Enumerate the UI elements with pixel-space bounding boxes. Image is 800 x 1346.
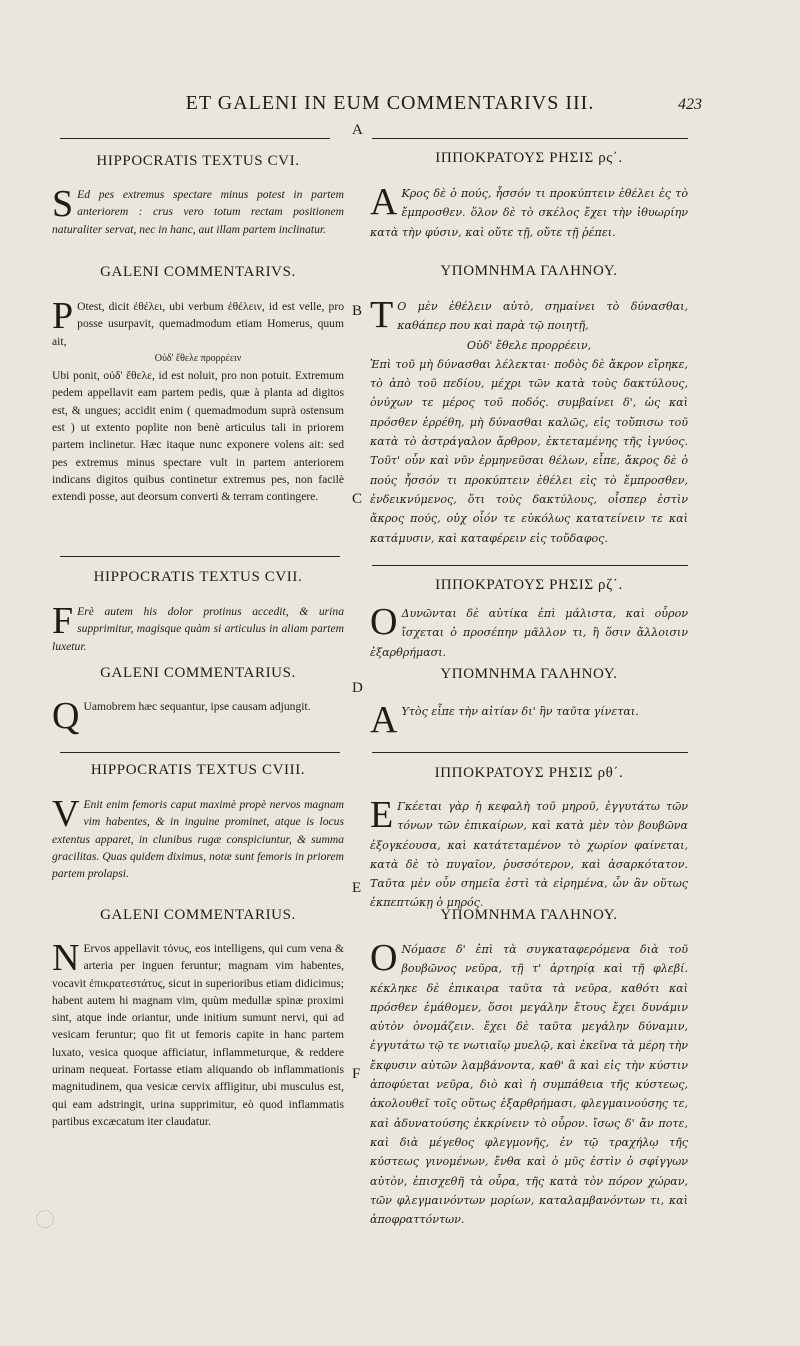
section-rule [60,752,340,753]
section-heading: ΥΠΟΜΝΗΜΑ ΓΑΛΗΝΟΥ. [440,263,618,279]
homer-quote: Οὐδ' ἔθελε προρρέειν, [466,338,592,352]
top-rule-right [372,138,688,139]
drop-cap: Ε [370,794,394,836]
homer-quote: Οὐδ' ἔθελε προρρέειν [154,352,242,364]
margin-letter-d: D [352,680,363,696]
running-head: ET GALENI IN EUM COMMENTARIVS III. [185,92,595,114]
section-heading: ΙΠΠΟΚΡΑΤΟΥΣ ΡΗΣΙΣ ρθ΄. [434,765,624,781]
galen-commentary-latin: P Otest, dicit ἐθέλει, ubi verbum ἐθέλειν, id est velle, pro posse usurpavit, quemadmodum etiam Homerus, quum ait, Οὐδ' ἔθελε προρρέειν Ubi ponit, οὐδ' ἔθελε, id est noluit, pro non potuit. Extremum pedem appellavit eam partem pedis, quæ à planta ad digitos est, & ungues; accidit enim ( quemadmodum suprà ostensum est ) ut extento poplite non benè articulus tali in priorem partem inclinetur. Hæc itaque nunc exponere volens ait: sed pes extremus minus spectare vult in partem anteriorem indicans digitos quibus continetur extremus pes, non facilè extendi posse, aut deorsum converti & terram contingere. [52,295,344,504]
ink-mark-icon [33,1207,58,1232]
drop-cap: F [52,600,74,642]
section-heading: ΥΠΟΜΝΗΜΑ ΓΑΛΗΝΟΥ. [440,907,618,923]
section-rule [372,565,688,566]
hippocrates-text-latin: S Ed pes extremus spectare minus potest in partem anteriorem : crus vero totum rectam positionem naturaliter servat, nec in hanc, aut illam partem inclinatur. [52,183,344,236]
section-rule [60,556,340,557]
section-heading: GALENI COMMENTARIVS. [100,264,296,280]
hippocrates-text-latin: V Enit enim femoris caput maximè propè nervos magnam vim habentes, & in inguine prominet, atque is locus extentus apparet, in clunibus rugæ conspiciuntur, & summa gracilitas. Quas quidem diximus, notæ sunt femoris in priorem partem prolapsi. [52,793,344,881]
section-rule [372,752,688,753]
section-heading: HIPPOCRATIS TEXTUS CVIII. [90,762,306,778]
drop-cap: P [52,295,74,337]
top-rule-left [60,138,330,139]
section-heading: HIPPOCRATIS TEXTUS CVI. [96,153,300,169]
margin-letter-a: A [352,122,363,138]
section-heading: GALENI COMMENTARIUS. [100,907,296,923]
hippocrates-text-greek: Ο Δυνῶνται δὲ αὐτίκα ἐπὶ μάλιστα, καὶ οὖρον ἴσχεται ὁ προσέπην μᾶλλον τι, ἢ ὅσιν ἄλλοισιν ἐξαρθρήμασι. [370,601,688,659]
margin-letter-b: B [352,303,363,319]
margin-letter-e: E [352,880,362,896]
section-heading: GALENI COMMENTARIUS. [100,665,296,681]
drop-cap: S [52,183,74,225]
drop-cap: V [52,793,80,835]
section-heading: ΥΠΟΜΝΗΜΑ ΓΑΛΗΝΟΥ. [440,666,618,682]
section-heading: ΙΠΠΟΚΡΑΤΟΥΣ ΡΗΣΙΣ ρς΄. [435,150,623,166]
galen-commentary-greek: Α Υτὸς εἶπε τὴν αἰτίαν δι' ἣν ταῦτα γίνεται. [370,699,639,741]
drop-cap: Α [370,699,398,741]
galen-commentary-greek: Τ Ο μὲν ἐθέλειν αὐτὸ, σημαίνει τὸ δύνασθαι, καθάπερ που καὶ παρὰ τῷ ποιητῇ, Οὐδ' ἔθελε προρρέειν, Ἐπὶ τοῦ μὴ δύνασθαι λέλεκται· ποδὸς δὲ ἄκρον εἴρηκε, τὸ ἀπὸ τοῦ πεδίου, μέχρι τῶν κατὰ τοὺς δακτύλους, ὀνύχων τε μέρος τοῦ ποδός. συμβαίνει δ', ὡς καὶ πρόσθεν ἐρρέθη, μὴ δύνασθαι καλῶς, εἰς τοὔπισω τοῦ κατὰ τὸ ἀστράγαλον ἄρθρον, ἐκτεταμένης τῆς ἰγνύος. Τοῦτ' οὖν καὶ νῦν ἑρμηνεῦσαι θέλων, εἶπε, ἄκρος δὲ ὁ πούς ἧσσόν τι προκύπτειν ἐθέλει εἰς τὸ ἔμπροσθεν, ἐνδεικνύμενος, ὅτι τοὺς δακτύλους, οἷσπερ ἐστὶν ἄκρος πούς, οὐχ οἷόν τε εὐκόλως κατατείνειν τε καὶ κατάμυσιν, καὶ καταφέρειν εἰς τοὔδαφος. [370,294,688,545]
galen-commentary-greek: Ο Νόμασε δ' ἐπὶ τὰ συγκαταφερόμενα διὰ τοῦ βουβῶνος νεῦρα, τῇ τ' ἀρτηρίᾳ καὶ τῇ φλεβί. κέκληκε δὲ ἐπικαιρα ταῦτα τὰ νεῦρα, καθότι καὶ πρόσθεν ἐμάθομεν, ὅσοι μεγάλην ἔτους ἔχει δυνάμιν αὐτὸν ὀνομάζειν. ἔχει δὲ ταῦτα μεγάλην δύναμιν, ἐγγυτάτω τῷ τε νωτιαῖῳ μυελῷ, καὶ ἐκεῖνα τὰ μέρη τὴν ἔκφυσιν αὐτῶν λαμβάνοντα, καθ' ἃ καὶ εἰς τὴν κύστιν ἀποφύεται νεῦρα, διὸ καὶ ἡ συμπάθεια τῆς κύστεως, ἀκολουθεῖ τοῖς οὕτως ἐξαρθρήμασι, φλεγμαινούσης τε, καὶ ἀδυνατούσης ἐκκρίνειν τὸ οὖρον. ἴσως δ' ἄν ποτε, καὶ διὰ μέγεθος φλεγμονῆς, ἐν τῷ τραχήλῳ τῆς κύστεως γινομένων, ἔνθα καὶ ὁ μῦς ἐστὶν ὁ σφίγγων αὐτὸν, ἐπισχεθῆ τὰ οὖρα, τῆς κατὰ τὸν πόρον χώραν, τῶν φλεγμαινόντων μορίων, καταλαμβανόντων τι, καὶ ἀποφραττόντων. [370,937,688,1227]
drop-cap: Q [52,695,80,737]
section-heading: HIPPOCRATIS TEXTUS CVII. [93,569,303,585]
drop-cap: Ο [370,601,398,643]
galen-commentary-latin: N Ervos appellavit τόνυς, eos intelligens, qui cum vena & arteria per inguen feruntur; magnam vim habentes, vocavit ἐπικρατεστάτυς, sicut in superioribus etiam didicimus; habent autem hi magnam vim, quùm medullæ spinæ proximi sint, atque inde oriantur, unde initium sumunt nervi, qui ad vesicam feruntur; quo fit ut femoris capite in hanc partem luxato, vesica quoque afficiatur, inflammeturque, & reddere urinam nequeat. Fortasse etiam aliquando ob inflammationis magnitudinem, qua vesicæ cervix affligitur, ubi musculus est, qui eam adstringit, urina supprimitur, eò quod inflammatis partibus excæcatum iter claudatur. [52,937,344,1128]
page-number: 423 [678,96,702,113]
drop-cap: Ο [370,937,398,979]
margin-letter-f: F [352,1066,361,1082]
section-heading: ΙΠΠΟΚΡΑΤΟΥΣ ΡΗΣΙΣ ρζ΄. [435,577,623,593]
hippocrates-text-greek: Ε Γκέεται γὰρ ἡ κεφαλὴ τοῦ μηροῦ, ἐγγυτάτω τῶν τόνων τῶν ἐπικαίρων, καὶ κατὰ μὲν τὸν βουβῶνα ἐξογκέουσα, καὶ κατάτεταμένον τὸ χωρίον φαίνεται, κατὰ δὲ τὸ πυγαῖον, ῥυσσότερον, καὶ ἀσαρκότατον. Ταῦτα μὲν οὖν σημεῖα ἐστὶ τὰ εἰρημένα, ὧν ἂν οὕτως ἐκπεπτώκῃ ὁ μηρός. [370,794,688,910]
galen-commentary-latin: Q Uamobrem hæc sequantur, ipse causam adjungit. [52,695,311,737]
drop-cap: Α [370,181,398,223]
drop-cap: Τ [370,294,394,336]
hippocrates-text-greek: Α Κρος δὲ ὁ πούς, ἧσσόν τι προκύπτειν ἐθέλει ἐς τὸ ἔμπροσθεν. ὅλον δὲ τὸ σκέλος ἔχει τὴν ἰθυωρίην κατὰ τὴν φύσιν, καὶ οὔτε τῇ, οὔτε τῇ ῥέπει. [370,181,688,239]
margin-letter-c: C [352,491,363,507]
drop-cap: N [52,937,80,979]
hippocrates-text-latin: F Erè autem his dolor protinus accedit, & urina supprimitur, magisque quàm si articulus in aliam partem luxetur. [52,600,344,653]
